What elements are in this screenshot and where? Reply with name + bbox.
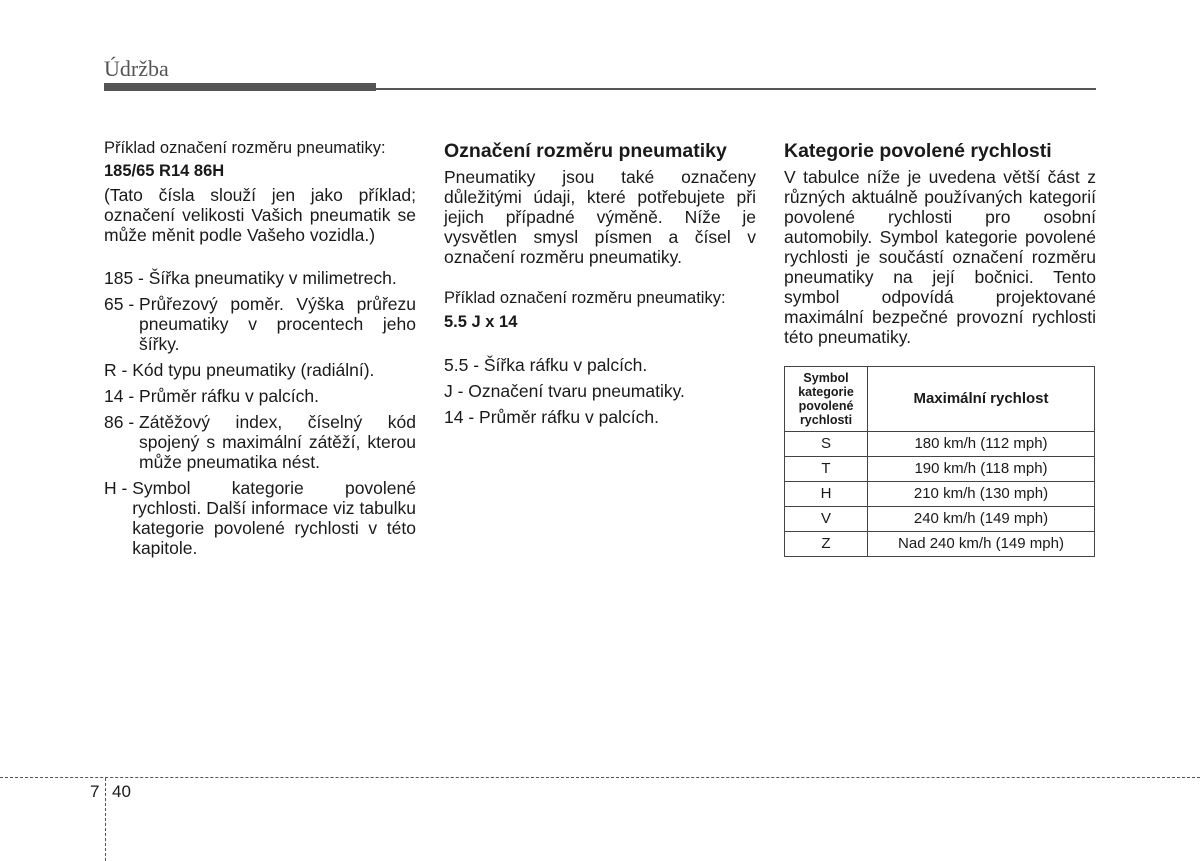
example-label: Příklad označení rozměru pneumatiky: [104, 139, 386, 157]
list-term: 86 - [104, 412, 140, 432]
speed-symbol: H [785, 482, 868, 507]
max-speed: 240 km/h (149 mph) [868, 507, 1095, 532]
list-desc: Zátěžový index, číselný kód spojený s maximální zátěží, kterou může pneumatika nést. [139, 412, 416, 472]
column-speed-category [784, 138, 1096, 557]
footer-divider [105, 778, 106, 861]
footer-rule [0, 777, 1200, 778]
list-term: 65 - [104, 294, 140, 314]
section-heading: Kategorie povolené rychlosti [784, 140, 1052, 162]
section-intro: V tabulce níže je uvedena větší část z různých aktuálně používaných kategorií povolené rychlosti pro osobní automobily. Symbol kategorie povolené rychlosti je součástí označení rozměru pneumatiky na její bočnici. Tento symbol odpovídá projektované maximální bezpečné provozní rychlosti této pneumatiky. [784, 167, 1096, 347]
header-bar [104, 83, 376, 91]
list-desc: Šířka pneumatiky v milimetrech. [148, 268, 397, 288]
speed-symbol: V [785, 507, 868, 532]
rim-code-list [444, 355, 756, 427]
speed-rating-table [784, 366, 1095, 557]
list-item [104, 360, 416, 380]
column-tire-size-marking [444, 138, 756, 433]
section-heading: Označení rozměru pneumatiky [444, 140, 727, 162]
column-header-symbol: Symbol kategorie povolené rychlosti [785, 367, 868, 432]
list-desc: Symbol kategorie povolené rychlosti. Další informace viz tabulku kategorie povolené rychlosti v této kapitole. [132, 478, 416, 558]
max-speed: 190 km/h (118 mph) [868, 457, 1095, 482]
speed-symbol: T [785, 457, 868, 482]
list-term: 185 - [104, 268, 149, 288]
header-section-title: Údržba [104, 56, 169, 81]
table-row [785, 507, 1095, 532]
max-speed: Nad 240 km/h (149 mph) [868, 532, 1095, 557]
header-rule [376, 88, 1096, 90]
list-item [104, 412, 416, 472]
speed-symbol: S [785, 432, 868, 457]
table-row [785, 482, 1095, 507]
column-tire-example [104, 138, 416, 564]
example-value: 185/65 R14 86H [104, 162, 225, 180]
list-item: J - Označení tvaru pneumatiky. [444, 381, 685, 401]
column-header-max-speed: Maximální rychlost [868, 367, 1095, 432]
list-term: 14 - [104, 386, 140, 406]
page-number: 40 [112, 782, 131, 801]
speed-symbol: Z [785, 532, 868, 557]
list-item [104, 294, 416, 354]
list-item [104, 386, 416, 406]
example-note: (Tato čísla slouží jen jako příklad; označení velikosti Vašich pneumatik se může měnit podle Vašeho vozidla.) [104, 185, 416, 245]
tire-code-list [104, 268, 416, 558]
list-item [104, 268, 416, 288]
list-item: 5.5 - Šířka ráfku v palcích. [444, 355, 648, 375]
example-label: Příklad označení rozměru pneumatiky: [444, 289, 726, 307]
example-value: 5.5 J x 14 [444, 313, 518, 331]
list-item [104, 478, 416, 558]
list-item: 14 - Průměr ráfku v palcích. [444, 407, 659, 427]
list-desc: Průřezový poměr. Výška průřezu pneumatiky v procentech jeho šířky. [139, 294, 416, 354]
table-header-row [785, 367, 1095, 432]
table-row [785, 457, 1095, 482]
table-row [785, 532, 1095, 557]
max-speed: 210 km/h (130 mph) [868, 482, 1095, 507]
section-intro: Pneumatiky jsou také označeny důležitými údaji, které potřebujete při jejich případné výměně. Níže je vysvětlen smysl písmen a čísel v označení rozměru pneumatiky. [444, 167, 756, 267]
max-speed: 180 km/h (112 mph) [868, 432, 1095, 457]
list-term: H - [104, 478, 133, 498]
list-term: R - [104, 360, 133, 380]
chapter-number: 7 [90, 782, 100, 801]
list-desc: Průměr ráfku v palcích. [139, 386, 319, 406]
list-desc: Kód typu pneumatiky (radiální). [132, 360, 375, 380]
table-row [785, 432, 1095, 457]
